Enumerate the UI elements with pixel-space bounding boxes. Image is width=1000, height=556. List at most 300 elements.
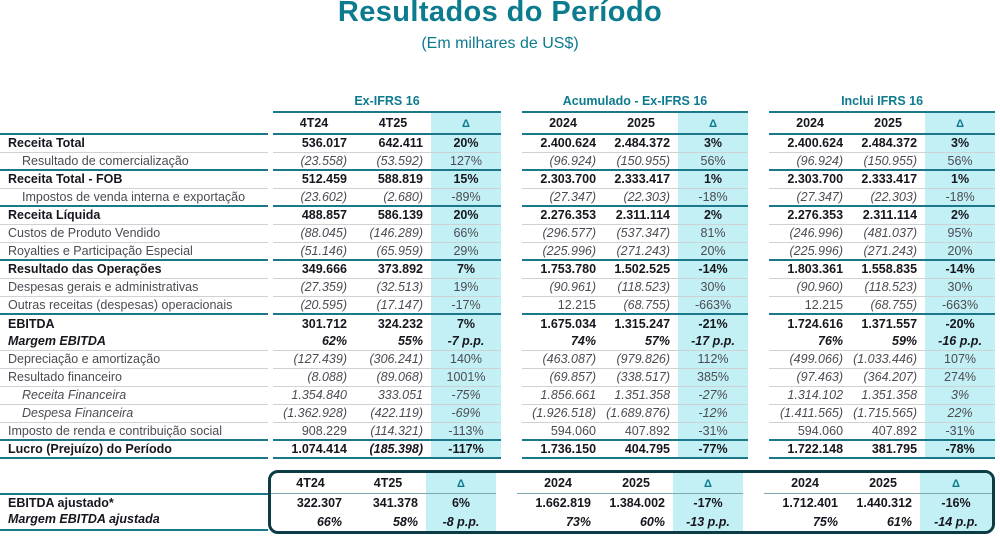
row-filler	[995, 278, 1000, 296]
table-row	[0, 170, 1000, 188]
delta-cell: 385%	[678, 368, 748, 386]
delta-cell: 107%	[925, 350, 995, 368]
adjusted-ebitda-table	[271, 473, 992, 531]
row-filler	[995, 440, 1000, 458]
value-cell: 301.712	[273, 314, 355, 332]
value-cell: 407.892	[851, 422, 925, 440]
value-cell: (499.066)	[769, 350, 851, 368]
delta-icon: Δ	[956, 118, 964, 130]
delta-cell: 2%	[925, 206, 995, 224]
value-cell: 60%	[639, 514, 665, 529]
value-cell: (32.513)	[355, 278, 431, 296]
delta-cell: -117%	[431, 440, 501, 458]
delta-cell: 20%	[431, 134, 501, 152]
delta-cell: -21%	[678, 314, 748, 332]
column-gap	[748, 332, 769, 350]
value-cell: 1.314.102	[769, 386, 851, 404]
delta-column-header	[431, 112, 501, 134]
value-cell: 1.736.150	[522, 440, 604, 458]
value-cell: 58%	[392, 514, 418, 529]
row-filler	[995, 386, 1000, 404]
value-cell: (69.857)	[522, 368, 604, 386]
row-label: Despesas gerais e administrativas	[0, 278, 268, 296]
row-filler	[995, 134, 1000, 152]
value-cell: (53.592)	[355, 152, 431, 170]
table-row	[0, 386, 1000, 404]
value-cell: 1.753.780	[522, 260, 604, 278]
value-cell: 61%	[886, 514, 912, 529]
column-gap	[496, 512, 517, 531]
row-label: Margem EBITDA	[8, 333, 106, 348]
column-gap	[748, 404, 769, 422]
column-header: 2024	[764, 473, 846, 493]
delta-cell: 1001%	[431, 368, 501, 386]
value-cell: 404.795	[604, 440, 678, 458]
delta-cell: 20%	[431, 206, 501, 224]
row-filler	[995, 368, 1000, 386]
adjusted-ebitda-labels	[0, 473, 268, 531]
column-gap	[501, 188, 522, 206]
column-header: 2024	[517, 473, 599, 493]
row-label: Resultado de comercialização	[0, 152, 268, 170]
column-gap	[501, 350, 522, 368]
value-cell: 512.459	[273, 170, 355, 188]
value-cell: 1.371.557	[851, 314, 925, 332]
value-cell: (296.577)	[522, 224, 604, 242]
delta-cell: -18%	[925, 188, 995, 206]
row-label: Margem EBITDA ajustada	[0, 512, 268, 531]
column-gap	[748, 278, 769, 296]
group-header-row	[0, 92, 1000, 112]
column-group-header-inclui-ifrs16: Inclui IFRS 16	[769, 92, 995, 112]
row-filler	[995, 260, 1000, 278]
table-row	[0, 404, 1000, 422]
value-cell: (20.595)	[273, 296, 355, 314]
value-cell: (96.924)	[522, 152, 604, 170]
value-cell: 76%	[818, 333, 844, 348]
delta-cell: -14%	[925, 260, 995, 278]
value-cell: 333.051	[355, 386, 431, 404]
table-row	[271, 512, 992, 531]
column-gap	[748, 242, 769, 260]
value-cell: (150.955)	[851, 152, 925, 170]
value-cell: 2.333.417	[851, 170, 925, 188]
column-header: 4T25	[350, 473, 426, 493]
delta-cell: 56%	[678, 152, 748, 170]
delta-cell: -27%	[678, 386, 748, 404]
value-cell: 2.276.353	[522, 206, 604, 224]
row-filler	[995, 350, 1000, 368]
column-gap	[501, 386, 522, 404]
value-cell: (271.243)	[604, 242, 678, 260]
row-filler	[995, 188, 1000, 206]
delta-cell: -14%	[678, 260, 748, 278]
value-cell: (90.960)	[769, 278, 851, 296]
column-header: 2025	[627, 116, 655, 130]
column-gap	[501, 440, 522, 458]
column-group-header-ex-ifrs16: Ex-IFRS 16	[273, 92, 501, 112]
value-cell: 373.892	[355, 260, 431, 278]
column-gap	[496, 473, 517, 493]
delta-icon: Δ	[709, 118, 717, 130]
adjusted-ebitda-box	[268, 470, 995, 534]
table-row	[0, 152, 1000, 170]
table-row	[0, 224, 1000, 242]
value-cell: 1.351.358	[604, 386, 678, 404]
column-header: 4T24	[271, 473, 350, 493]
value-cell: (1.926.518)	[522, 404, 604, 422]
value-cell: 2.303.700	[522, 170, 604, 188]
delta-cell: -17 p.p.	[678, 332, 748, 350]
value-cell: 1.662.819	[535, 495, 591, 510]
value-cell: 642.411	[355, 134, 431, 152]
delta-icon: Δ	[462, 118, 470, 130]
value-cell: (481.037)	[851, 224, 925, 242]
value-cell: (422.119)	[355, 404, 431, 422]
delta-cell: -8 p.p.	[426, 512, 496, 531]
delta-cell: 7%	[431, 260, 501, 278]
row-label: Despesa Financeira	[0, 404, 268, 422]
value-cell: (463.087)	[522, 350, 604, 368]
delta-cell: 3%	[925, 134, 995, 152]
value-cell: 1.315.247	[604, 314, 678, 332]
value-cell: (97.463)	[769, 368, 851, 386]
value-cell: 66%	[316, 514, 342, 529]
value-cell: (537.347)	[604, 224, 678, 242]
value-cell: 1.722.148	[769, 440, 851, 458]
row-label: Receita Financeira	[0, 386, 268, 404]
value-cell: (90.961)	[522, 278, 604, 296]
value-cell: 1.712.401	[782, 495, 838, 510]
row-label: Custos de Produto Vendido	[0, 224, 268, 242]
row-label: Lucro (Prejuízo) do Período	[0, 440, 268, 458]
value-cell: (979.826)	[604, 350, 678, 368]
value-cell: (225.996)	[522, 242, 604, 260]
column-gap	[743, 473, 764, 493]
delta-cell: -663%	[925, 296, 995, 314]
value-cell: 62%	[321, 333, 347, 348]
delta-cell: 274%	[925, 368, 995, 386]
delta-cell: 29%	[431, 242, 501, 260]
table-row	[0, 134, 1000, 152]
value-cell: 12.215	[769, 296, 851, 314]
value-cell: (8.088)	[273, 368, 355, 386]
table-row	[0, 260, 1000, 278]
delta-cell: -77%	[678, 440, 748, 458]
column-gap	[501, 152, 522, 170]
delta-cell: 15%	[431, 170, 501, 188]
value-cell: (96.924)	[769, 152, 851, 170]
page-subtitle: (Em milhares de US$)	[421, 35, 579, 52]
value-cell: 1.354.840	[273, 386, 355, 404]
page-title: Resultados do Período	[337, 0, 663, 28]
row-filler	[995, 206, 1000, 224]
column-gap	[748, 440, 769, 458]
row-filler	[995, 422, 1000, 440]
value-cell: (127.439)	[273, 350, 355, 368]
delta-cell: -17%	[431, 296, 501, 314]
column-gap	[501, 224, 522, 242]
value-cell: 1.440.312	[856, 495, 912, 510]
row-label: Impostos de venda interna e exportação	[0, 188, 268, 206]
row-filler	[995, 296, 1000, 314]
delta-cell: -14 p.p.	[920, 512, 992, 531]
value-cell: (68.755)	[851, 296, 925, 314]
value-cell: 1.558.835	[851, 260, 925, 278]
delta-cell: 3%	[925, 386, 995, 404]
delta-cell: 30%	[678, 278, 748, 296]
value-cell: 381.795	[851, 440, 925, 458]
row-label: Receita Total - FOB	[0, 170, 268, 188]
value-cell: 1.724.616	[769, 314, 851, 332]
delta-cell: -18%	[678, 188, 748, 206]
row-label: Receita Líquida	[0, 206, 268, 224]
value-cell: 322.307	[296, 495, 342, 510]
value-cell: (338.517)	[604, 368, 678, 386]
delta-cell: -13 p.p.	[673, 512, 743, 531]
table-row	[0, 368, 1000, 386]
row-label: Resultado das Operações	[0, 260, 268, 278]
delta-cell: -31%	[678, 422, 748, 440]
value-cell: 75%	[812, 514, 838, 529]
table-row	[0, 440, 1000, 458]
delta-cell: -113%	[431, 422, 501, 440]
value-cell: 59%	[892, 333, 918, 348]
delta-cell: 56%	[925, 152, 995, 170]
value-cell: (364.207)	[851, 368, 925, 386]
value-cell: 55%	[397, 333, 423, 348]
value-cell: (225.996)	[769, 242, 851, 260]
value-cell: 1.074.414	[273, 440, 355, 458]
value-cell: (118.523)	[851, 278, 925, 296]
delta-cell: 6%	[426, 493, 496, 512]
value-cell: 2.400.624	[522, 134, 604, 152]
column-group-header-acumulado: Acumulado - Ex-IFRS 16	[522, 92, 748, 112]
value-cell: (2.680)	[355, 188, 431, 206]
column-gap	[748, 260, 769, 278]
column-gap	[501, 368, 522, 386]
delta-cell: 22%	[925, 404, 995, 422]
table-row	[0, 422, 1000, 440]
row-label: EBITDA	[0, 314, 268, 332]
column-gap	[501, 332, 522, 350]
bottom-table-body	[271, 493, 992, 531]
value-cell: (146.289)	[355, 224, 431, 242]
value-cell: 2.276.353	[769, 206, 851, 224]
column-gap	[501, 170, 522, 188]
delta-cell: -78%	[925, 440, 995, 458]
delta-cell: 20%	[678, 242, 748, 260]
row-filler	[995, 224, 1000, 242]
value-cell: 73%	[565, 514, 591, 529]
column-gap	[748, 314, 769, 332]
column-gap	[501, 242, 522, 260]
value-cell: 341.378	[372, 495, 418, 510]
delta-cell: 66%	[431, 224, 501, 242]
row-filler	[995, 404, 1000, 422]
delta-cell: 3%	[678, 134, 748, 152]
value-cell: 2.333.417	[604, 170, 678, 188]
delta-cell: -69%	[431, 404, 501, 422]
row-filler	[995, 152, 1000, 170]
delta-cell: -7 p.p.	[431, 332, 501, 350]
value-cell: 536.017	[273, 134, 355, 152]
value-cell: (1.033.446)	[851, 350, 925, 368]
table-row	[0, 206, 1000, 224]
value-cell: 2.311.114	[851, 206, 925, 224]
delta-column-header	[673, 473, 743, 493]
table-row	[0, 332, 1000, 350]
column-gap	[501, 134, 522, 152]
delta-cell: -16 p.p.	[925, 332, 995, 350]
row-label: Royalties e Participação Especial	[0, 242, 268, 260]
results-table	[0, 92, 1000, 459]
delta-cell: 1%	[925, 170, 995, 188]
delta-cell: -31%	[925, 422, 995, 440]
value-cell: (23.602)	[273, 188, 355, 206]
value-cell: (1.715.565)	[851, 404, 925, 422]
value-cell: 1.384.002	[609, 495, 665, 510]
value-cell: 74%	[570, 333, 597, 348]
main-table-body	[0, 134, 1000, 458]
value-cell: 2.303.700	[769, 170, 851, 188]
column-header: 2025	[599, 473, 673, 493]
column-gap	[748, 224, 769, 242]
delta-cell: -89%	[431, 188, 501, 206]
row-label: Outras receitas (despesas) operacionais	[0, 296, 268, 314]
value-cell: (27.347)	[522, 188, 604, 206]
row-label: Imposto de renda e contribuição social	[0, 422, 268, 440]
table-row	[0, 296, 1000, 314]
value-cell: (27.359)	[273, 278, 355, 296]
delta-cell: -75%	[431, 386, 501, 404]
value-cell: 594.060	[769, 422, 851, 440]
value-cell: (23.558)	[273, 152, 355, 170]
value-cell: 1.803.361	[769, 260, 851, 278]
value-cell: (51.146)	[273, 242, 355, 260]
delta-cell: -12%	[678, 404, 748, 422]
table-row	[271, 493, 992, 512]
value-cell: (1.411.565)	[769, 404, 851, 422]
value-cell: 324.232	[355, 314, 431, 332]
table-row	[0, 242, 1000, 260]
column-header: 4T25	[378, 116, 408, 130]
row-label: Receita Total	[0, 134, 268, 152]
value-cell: (88.045)	[273, 224, 355, 242]
value-cell: (65.959)	[355, 242, 431, 260]
delta-cell: 20%	[925, 242, 995, 260]
delta-cell: 81%	[678, 224, 748, 242]
row-filler	[995, 170, 1000, 188]
value-cell: (306.241)	[355, 350, 431, 368]
value-cell: 1.675.034	[522, 314, 604, 332]
value-cell: (114.321)	[355, 422, 431, 440]
value-cell: 349.666	[273, 260, 355, 278]
delta-cell: 140%	[431, 350, 501, 368]
table-row	[0, 278, 1000, 296]
column-gap	[748, 170, 769, 188]
column-gap	[501, 404, 522, 422]
delta-column-header	[426, 473, 496, 493]
adjusted-ebitda-section	[0, 470, 1000, 540]
column-gap	[748, 206, 769, 224]
value-cell: (1.689.876)	[604, 404, 678, 422]
row-filler	[995, 242, 1000, 260]
value-cell: (271.243)	[851, 242, 925, 260]
column-header: 2025	[846, 473, 920, 493]
column-gap	[748, 422, 769, 440]
delta-cell: 19%	[431, 278, 501, 296]
delta-cell: -17%	[673, 493, 743, 512]
column-gap	[748, 134, 769, 152]
value-cell: (1.362.928)	[273, 404, 355, 422]
row-label: Resultado financeiro	[0, 368, 268, 386]
column-gap	[748, 296, 769, 314]
delta-cell: 112%	[678, 350, 748, 368]
delta-icon: Δ	[704, 477, 712, 490]
column-gap	[501, 314, 522, 332]
value-cell: (68.755)	[604, 296, 678, 314]
delta-column-header	[920, 473, 992, 493]
table-row	[0, 314, 1000, 332]
column-gap	[748, 188, 769, 206]
value-cell: 1.502.525	[604, 260, 678, 278]
column-header: 2024	[796, 116, 824, 130]
value-cell: 594.060	[522, 422, 604, 440]
column-gap	[501, 260, 522, 278]
column-header: 2024	[549, 116, 577, 130]
value-cell: 1.856.661	[522, 386, 604, 404]
column-gap	[501, 296, 522, 314]
value-cell: 2.484.372	[604, 134, 678, 152]
column-gap	[743, 493, 764, 512]
delta-cell: 30%	[925, 278, 995, 296]
value-cell: (22.303)	[851, 188, 925, 206]
column-gap	[748, 152, 769, 170]
column-gap	[748, 350, 769, 368]
row-filler	[995, 332, 1000, 350]
column-header: 4T24	[299, 116, 329, 130]
delta-icon: Δ	[457, 477, 465, 490]
column-gap	[501, 278, 522, 296]
value-cell: 57%	[644, 333, 671, 348]
column-gap	[501, 206, 522, 224]
value-cell: 2.484.372	[851, 134, 925, 152]
delta-cell: -663%	[678, 296, 748, 314]
value-cell: 488.857	[273, 206, 355, 224]
value-cell: (118.523)	[604, 278, 678, 296]
row-label: EBITDA ajustado*	[0, 493, 268, 512]
bottom-header-row	[271, 473, 992, 493]
value-cell: 407.892	[604, 422, 678, 440]
delta-cell: -20%	[925, 314, 995, 332]
value-cell: (22.303)	[604, 188, 678, 206]
value-cell: (246.996)	[769, 224, 851, 242]
column-header-row	[0, 112, 1000, 134]
value-cell: 1.351.358	[851, 386, 925, 404]
delta-icon: Δ	[952, 477, 960, 490]
column-gap	[743, 512, 764, 531]
delta-cell: 7%	[431, 314, 501, 332]
delta-cell: 2%	[678, 206, 748, 224]
column-gap	[748, 386, 769, 404]
value-cell: 2.311.114	[604, 206, 678, 224]
table-row	[0, 188, 1000, 206]
value-cell: (17.147)	[355, 296, 431, 314]
column-gap	[496, 493, 517, 512]
row-filler	[995, 314, 1000, 332]
value-cell: (89.068)	[355, 368, 431, 386]
